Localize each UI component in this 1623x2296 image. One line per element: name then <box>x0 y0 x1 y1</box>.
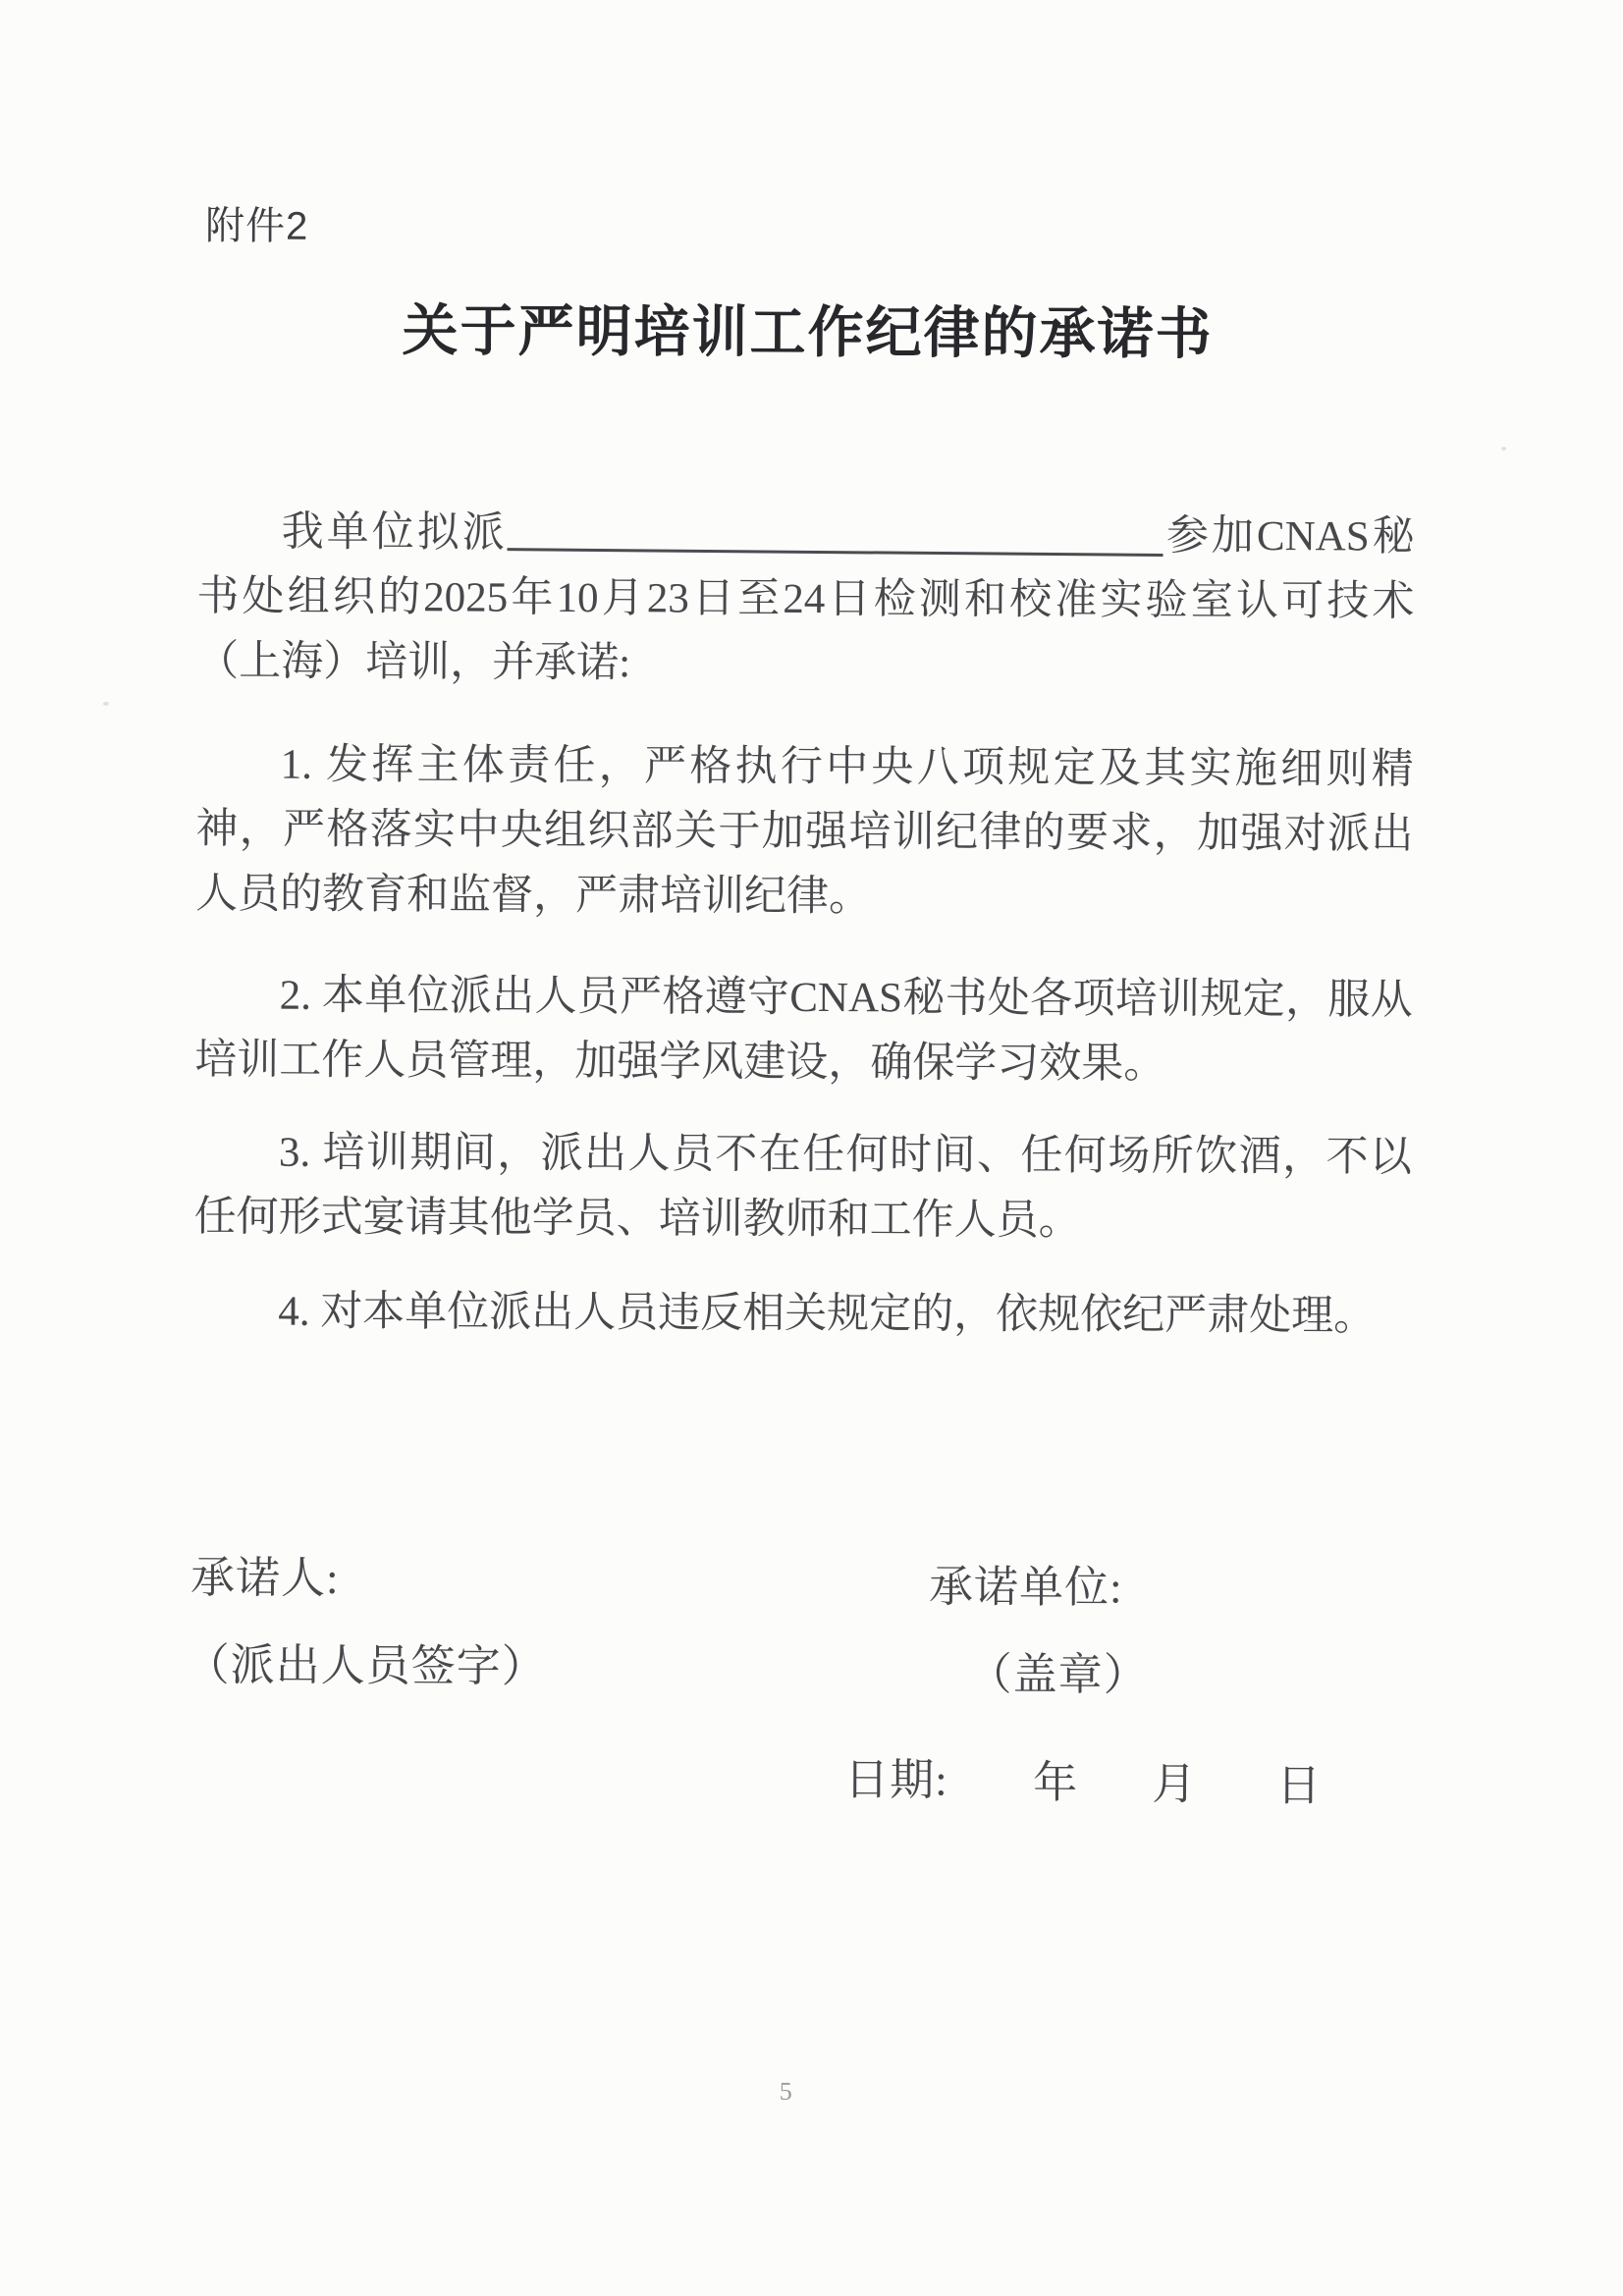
clause-3: 3. 培训期间，派出人员不在任何时间、任何场所饮酒，不以任何形式宴请其他学员、培训教师和工作人员。 <box>193 1129 1413 1245</box>
intro-paragraph <box>196 500 1415 699</box>
date-year-label: 年 <box>1033 1757 1079 1808</box>
attachment-label: 附件2 <box>204 204 309 248</box>
date-month-label: 月 <box>1152 1759 1198 1809</box>
promiser-label: 承诺人: <box>189 1553 340 1603</box>
promiser-sign-note: （派出人员签字） <box>185 1640 547 1691</box>
page-title: 关于严明培训工作纪律的承诺书 <box>402 300 1214 366</box>
clause-1: 1. 发挥主体责任，严格执行中央八项规定及其实施细则精神，严格落实中央组织部关于加强培训纪律的要求，加强对派出人员的教育和监督，严肃培训纪律。 <box>194 741 1414 921</box>
scan-artifact-speck <box>1501 447 1506 451</box>
intro-lead-text: 我单位拟派 <box>281 508 508 557</box>
page-number: 5 <box>779 2076 792 2106</box>
unit-seal-note: （盖章） <box>967 1649 1149 1700</box>
unit-label: 承诺单位: <box>928 1562 1123 1613</box>
scan-artifact-speck <box>103 702 109 706</box>
clause-4: 4. 对本单位派出人员违反相关规定的，依规依纪严肃处理。 <box>278 1288 1377 1340</box>
clause-2: 2. 本单位派出人员严格遵守CNAS秘书处各项培训规定，服从培训工作人员管理，加强学风建设，确保学习效果。 <box>194 972 1413 1088</box>
date-label: 日期: <box>844 1755 948 1805</box>
intro-tail-text: 参加CNAS秘书处组织的2025年10月23日至24日检测和校准实验室认可技术（上海）培训，并承诺: <box>196 512 1415 687</box>
fill-in-blank-line <box>508 506 1163 557</box>
date-day-label: 日 <box>1276 1761 1323 1811</box>
document-body <box>193 500 1415 1349</box>
